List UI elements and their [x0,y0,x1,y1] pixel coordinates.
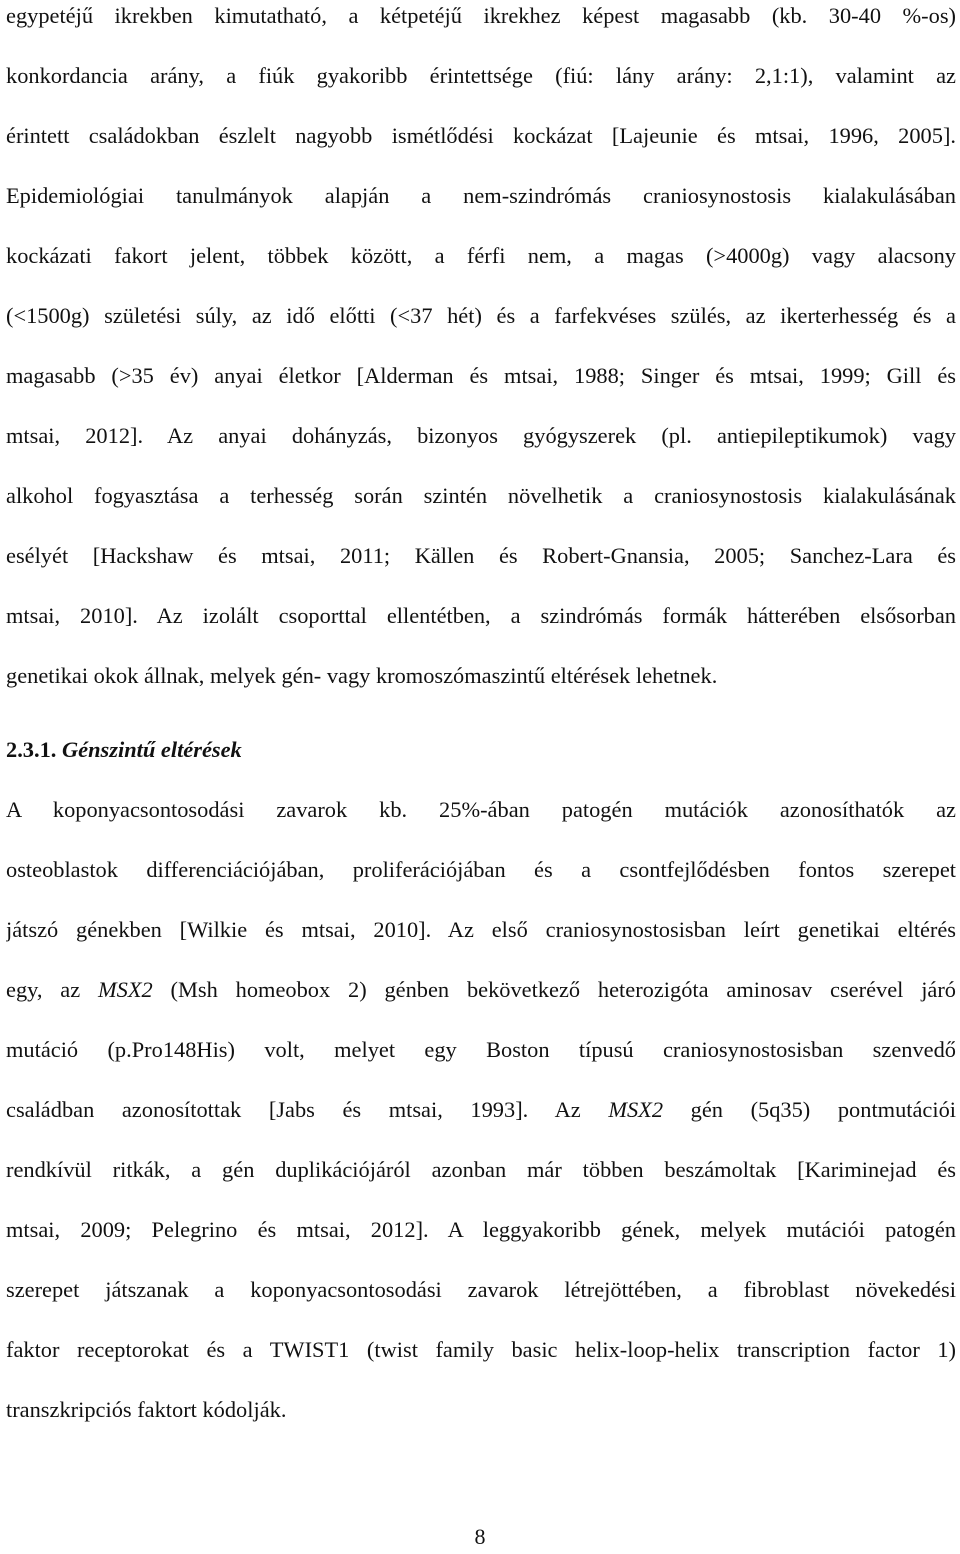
section-number: 2.3.1. [6,737,57,762]
text-line: játszó génekben [Wilkie és mtsai, 2010]. Az első craniosynostosisban leírt genetikai eltérés [6,917,956,942]
text-line: konkordancia arány, a fiúk gyakoribb érintettsége (fiú: lány arány: 2,1:1), valamint az [6,63,956,88]
text-line: alkohol fogyasztása a terhesség során szintén növelhetik a craniosynostosis kialakulásának [6,483,956,508]
text-line: genetikai okok állnak, melyek gén- vagy kromoszómaszintű eltérések lehetnek. [6,663,718,688]
text-line [6,1090,956,1130]
text-run: családban azonosítottak [Jabs és mtsai, 1993]. Az [6,1097,609,1122]
text-line: rendkívül ritkák, a gén duplikációjáról azonban már többen beszámoltak [Kariminejad és [6,1157,956,1182]
text-line: mtsai, 2010]. Az izolált csoporttal ellentétben, a szindrómás formák hátterében elsősorban [6,603,956,628]
text-line: kockázati fakort jelent, többek között, a férfi nem, a magas (>4000g) vagy alacsony [6,243,956,268]
text-line: érintett családokban észlelt nagyobb ismétlődési kockázat [Lajeunie és mtsai, 1996, 2005]. [6,123,956,148]
section-heading [6,730,956,770]
text-line: magasabb (>35 év) anyai életkor [Alderman és mtsai, 1988; Singer és mtsai, 1999; Gill és [6,363,956,388]
text-line: transzkripciós faktort kódolják. [6,1397,287,1422]
text-line: egypetéjű ikrekben kimutatható, a kétpetéjű ikrekhez képest magasabb (kb. 30-40 %-os) [6,3,956,28]
gene-name: MSX2 [608,1097,664,1122]
text-line: A koponyacsontosodási zavarok kb. 25%-ában patogén mutációk azonosíthatók az [6,797,956,822]
text-line [6,970,956,1010]
text-line: mtsai, 2012]. Az anyai dohányzás, bizonyos gyógyszerek (pl. antiepileptikumok) vagy [6,423,956,448]
text-run: gén (5q35) pontmutációi [663,1097,956,1122]
text-line: mtsai, 2009; Pelegrino és mtsai, 2012]. A leggyakoribb gének, melyek mutációi patogén [6,1217,956,1242]
text-line: (<1500g) születési súly, az idő előtti (<37 hét) és a farfekvéses szülés, az ikerterhesség és a [6,303,956,328]
text-line: Epidemiológiai tanulmányok alapján a nem-szindrómás craniosynostosis kialakulásában [6,183,956,208]
text-line: osteoblastok differenciációjában, proliferációjában és a csontfejlődésben fontos szerepet [6,857,956,882]
text-line: mutáció (p.Pro148His) volt, melyet egy Boston típusú craniosynostosisban szenvedő [6,1037,956,1062]
text-line: faktor receptorokat és a TWIST1 (twist family basic helix-loop-helix transcription factor 1) [6,1337,956,1362]
section-title: Génszintű eltérések [62,737,242,762]
text-line: esélyét [Hackshaw és mtsai, 2011; Källen és Robert-Gnansia, 2005; Sanchez-Lara és [6,543,956,568]
gene-name: MSX2 [98,977,153,1002]
text-run: egy, az [6,977,98,1002]
text-run: (Msh homeobox 2) génben bekövetkező heterozigóta aminosav cserével járó [152,977,956,1002]
text-line: szerepet játszanak a koponyacsontosodási zavarok létrejöttében, a fibroblast növekedési [6,1277,956,1302]
page-number: 8 [474,1524,486,1549]
